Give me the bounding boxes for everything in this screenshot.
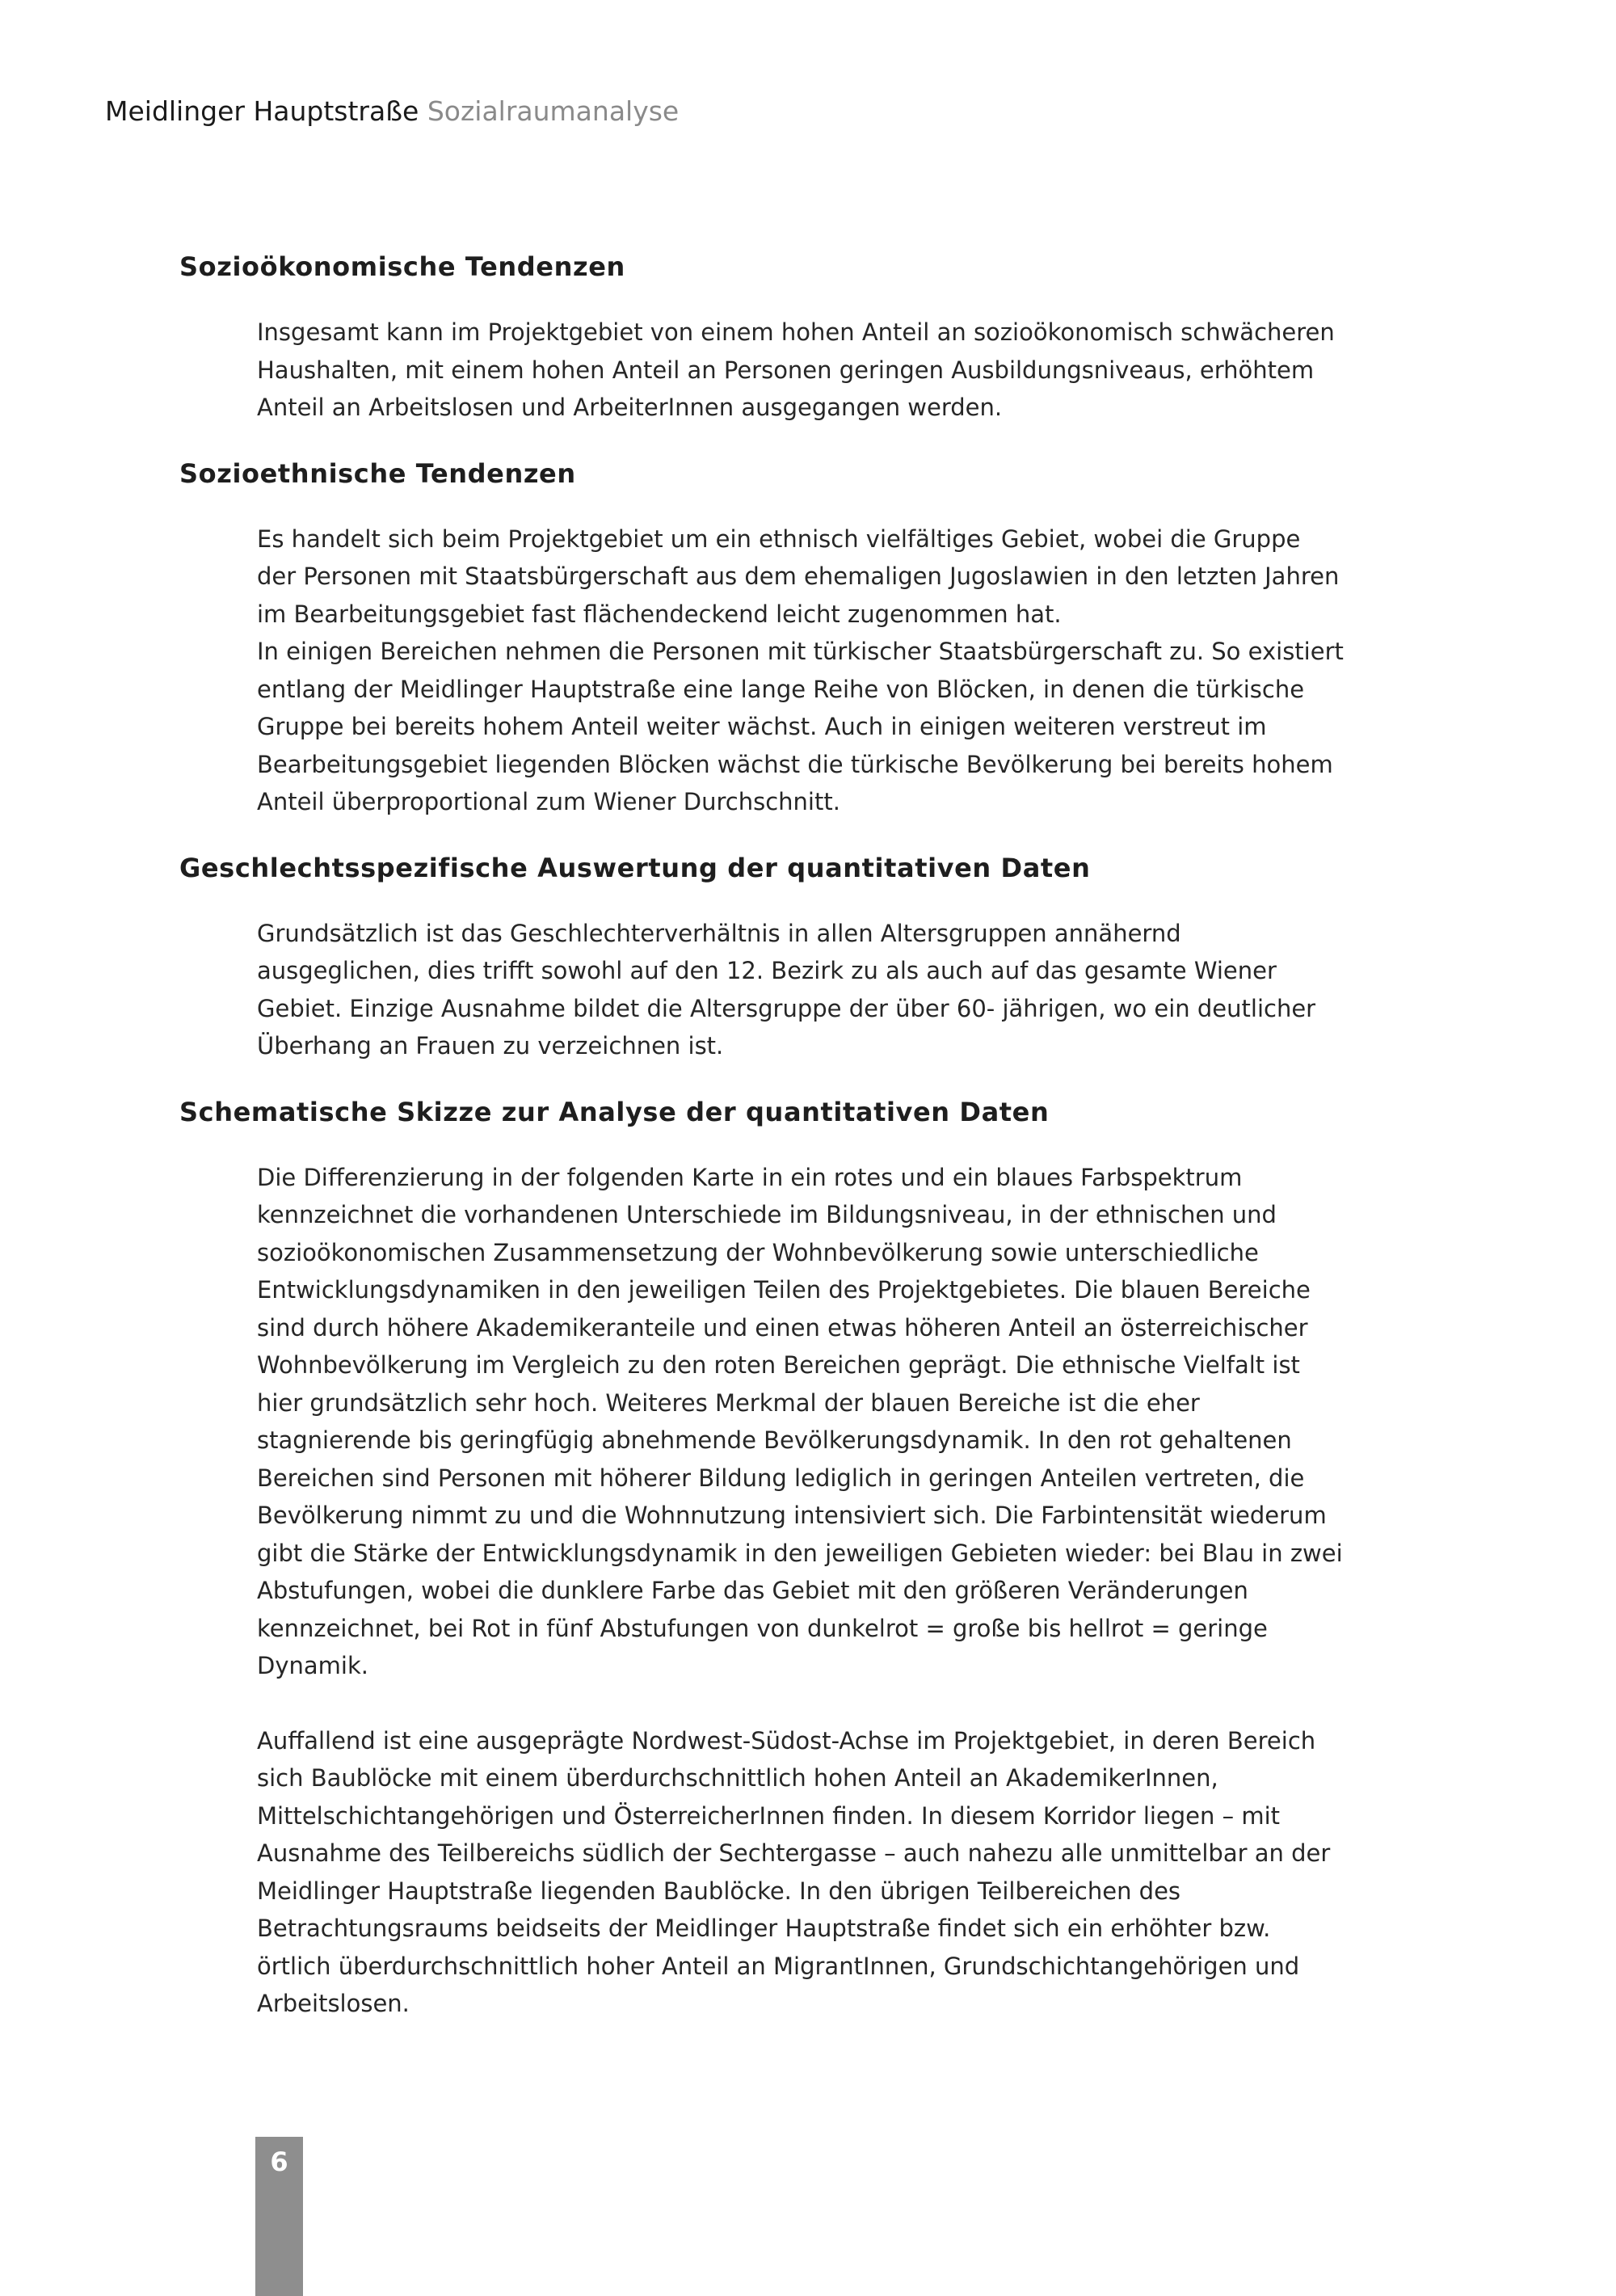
section-geschlechtsspezifische-auswertung — [179, 844, 1367, 1065]
page-content — [179, 242, 1367, 2023]
document-subtitle: Sozialraumanalyse — [427, 95, 680, 127]
section-heading: Sozioethnische Tendenzen — [179, 457, 576, 489]
section-sozioethnische-tendenzen — [179, 449, 1367, 821]
running-header — [105, 95, 679, 128]
section-soziooekonomische-tendenzen — [179, 242, 1367, 427]
section-heading: Geschlechtsspezifische Auswertung der quantitativen Daten — [179, 852, 1091, 883]
page-number-tab — [255, 2137, 303, 2296]
paragraph: Es handelt sich beim Projektgebiet um ein ethnisch vielfältiges Gebiet, wobei die Gruppe der Personen mit Staatsbürgerschaft aus dem ehemaligen Jugoslawien in den letzten Jahren im Bearbeitungsgebiet fast flächendeckend leicht zugenommen hat. — [257, 524, 1340, 628]
paragraph: In einigen Bereichen nehmen die Personen mit türkischer Staatsbürgerschaft zu. So existiert entlang der Meidlinger Hauptstraße eine lange Reihe von Blöcken, in denen die türkische Gruppe bei bereits hohem Anteil weiter wächst. Auch in einigen weiteren verstreut im Bearbeitungsgebiet liegenden Blöcken wächst die türkische Bevölkerung bei bereits hohem Anteil überproportional zum Wiener Durchschnitt. — [257, 638, 1344, 815]
section-heading: Schematische Skizze zur Analyse der quantitativen Daten — [179, 1096, 1050, 1127]
paragraph: Insgesamt kann im Projektgebiet von einem hohen Anteil an sozioökonomisch schwächeren Haushalten, mit einem hohen Anteil an Personen geringen Ausbildungsniveaus, erhöhtem Anteil an Arbeitslosen und ArbeiterInnen ausgegangen werden. — [257, 318, 1335, 421]
paragraph: Auffallend ist eine ausgeprägte Nordwest-Südost-Achse im Projektgebiet, in deren Bereich sich Baublöcke mit einem überdurchschnittlich hohen Anteil an AkademikerInnen, Mittelschichtangehörigen und ÖsterreicherInnen finden. In diesem Korridor liegen – mit Ausnahme des Teilbereichs südlich der Sechtergasse – auch nahezu alle unmittelbar an der Meidlinger Hauptstraße liegenden Baublöcke. In den übrigen Teilbereichen des Betrachtungsraums beidseits der Meidlinger Hauptstraße findet sich ein erhöhter bzw. örtlich überdurchschnittlich hoher Anteil an MigrantInnen, Grundschichtangehörigen und Arbeitslosen. — [257, 1726, 1331, 2017]
section-schematische-skizze — [179, 1088, 1367, 2023]
page-number: 6 — [270, 2146, 288, 2177]
paragraph: Die Differenzierung in der folgenden Karte in ein rotes und ein blaues Farbspektrum kennzeichnet die vorhandenen Unterschiede im Bildungsniveau, in der ethnischen und sozioökonomischen Zusammensetzung der Wohnbevölkerung sowie unterschiedliche Entwicklungsdynamiken in den jeweiligen Teilen des Projektgebietes. Die blauen Bereiche sind durch höhere Akademikeranteile und einen etwas höheren Anteil an österreichischer Wohnbevölkerung im Vergleich zu den roten Bereichen geprägt. Die ethnische Vielfalt ist hier grundsätzlich sehr hoch. Weiteres Merkmal der blauen Bereiche ist die eher stagnierende bis geringfügig abnehmende Bevölkerungsdynamik. In den rot gehaltenen Bereichen sind Personen mit höherer Bildung lediglich in geringen Anteilen vertreten, die Bevölkerung nimmt zu und die Wohnnutzung intensiviert sich. Die Farbintensität wiederum gibt die Stärke der Entwicklungsdynamik in den jeweiligen Gebieten wieder: bei Blau in zwei Abstufungen, wobei die dunklere Farbe das Gebiet mit den größeren Veränderungen kennzeichnet, bei Rot in fünf Abstufungen von dunkelrot = große bis hellrot = geringe Dynamik. — [257, 1163, 1343, 1679]
paragraph: Grundsätzlich ist das Geschlechterverhältnis in allen Altersgruppen annähernd ausgeglichen, dies trifft sowohl auf den 12. Bezirk zu als auch auf das gesamte Wiener Gebiet. Einzige Ausnahme bildet die Altersgruppe der über 60- jährigen, wo ein deutlicher Überhang an Frauen zu verzeichnen ist. — [257, 919, 1316, 1060]
document-title: Meidlinger Hauptstraße — [105, 95, 419, 127]
section-heading: Sozioökonomische Tendenzen — [179, 251, 625, 282]
